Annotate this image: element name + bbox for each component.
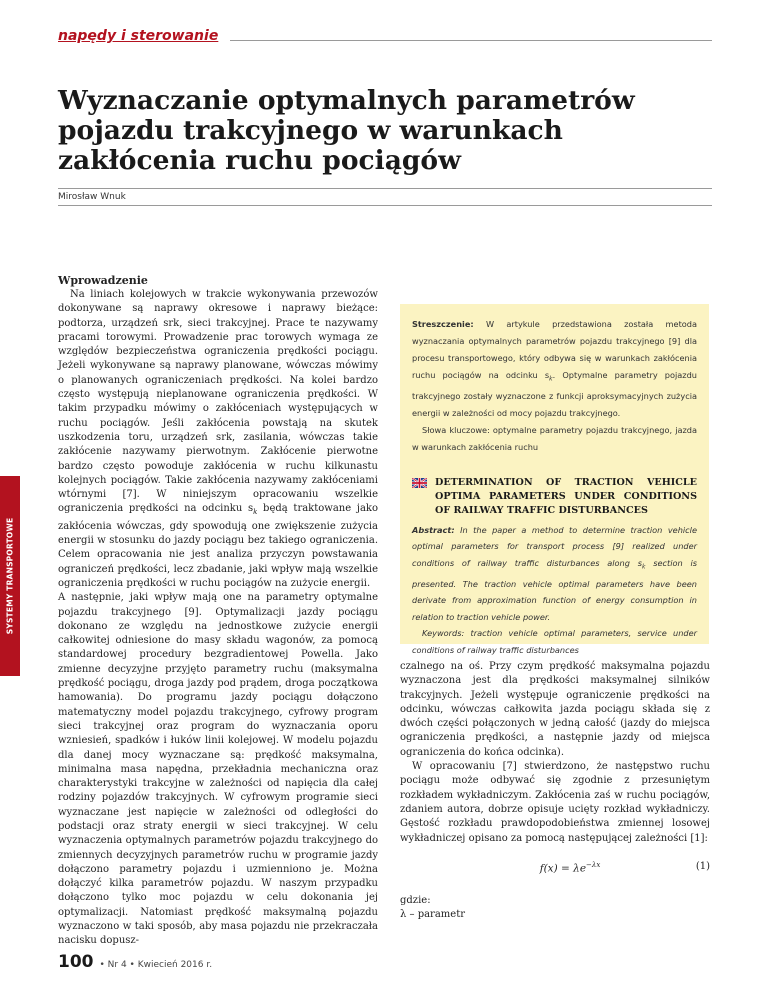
author-name: Mirosław Wnuk — [58, 192, 126, 202]
right-paragraph-2: W opracowaniu [7] stwierdzono, że następstwo ruchu pociągu może odbywać się zgodnie z przesuniętym rozkładem wykładniczym. Zakłócenia zaś w ruchu pociągów, zdaniem autora, dobrze opisuje ucięty rozkład wykładniczy. Gęstość rozkładu prawdopodobieństwa zmiennej losowej wykładniczej opisano za pomocą następującej zależności [1]: — [400, 761, 710, 844]
intro-paragraph-1: Na liniach kolejowych w trakcie wykonywania przewozów dokonywane są naprawy okresowe i naprawy bieżące: podtorza, urządzeń srk, sieci trakcyjnej. Prace te nazywamy pracami torowymi. Prowadzenie prac torowych wymaga ze względów bezpieczeństwa ograniczenia prędkości pociągu. Jeżeli wykonywane są naprawy planowane, wówczas mówimy o planowanych ograniczeniach prędkości. Na kolei bardzo często występują nieplanowane ograniczenia prędkości. W takim przypadku mówimy o zakłóceniach występujących w ruchu pociągów. Jeśli zakłócenia powstają na skutek uszkodzenia toru, urządzeń srk, zasilania, wówczas takie zakłócenie nazywamy pierwotnym. Zakłócenie pierwotne bardzo często powoduje zakłócenia w ruchu kilkunastu kolejnych pociągów. Takie zakłócenia nazywamy zakłóceniami wtórnymi [7]. W niniejszym opracowaniu wszelkie ograniczenia prędkości na odcinku $s_k$ będą traktowane jako zakłócenia wówczas, gdy spowodują one zwiększenie zużycia energii w stosunku do jazdy pociągu bez takiego ograniczenia. Celem opracowania nie jest analiza przyczyn powstawania ograniczeń prędkości, lecz zbadanie, jaki wpływ mają wszelkie ograniczenia prędkości w ruchu pociągów na zużycie energii. — [58, 289, 378, 589]
section-tag: napędy i sterowanie — [58, 28, 219, 44]
equation-1 — [400, 858, 710, 876]
abstract-pl: Streszczenie: W artykule przedstawiona została metoda wyznaczania optymalnych parametrów pojazdu trakcyjnego [9] dla procesu transportowego, który odbywa się w warunkach zakłócenia ruchu pociągów na odcinku $s_k$. Optymalne parametry pojazdu trakcyjnego zostały wyznaczone z funkcji aproksymacyjnych zużycia energii w zależności od mocy pojazdu trakcyjnego. — [412, 319, 697, 418]
author-rule — [58, 205, 712, 206]
keywords-pl: Słowa kluczowe: optymalne parametry pojazdu trakcyjnego, jazda w warunkach zakłócenia ruchu — [412, 424, 697, 452]
uk-flag-icon — [412, 478, 427, 488]
title-rule — [58, 188, 712, 189]
right-column — [400, 660, 710, 922]
equation-formula: $f(x) = \lambda e^{-\lambda x}$ — [539, 860, 601, 875]
intro-paragraph-2: A następnie, jaki wpływ mają one na parametry optymalne pojazdu trakcyjnego [9]. Optymalizacji jazdy pociągu dokonano ze względu na jednostkowe zużycie energii całkowitej odniesione do masy składu wagonów, za pomocą standardowej procedury bezgradientowej Powella. Jako zmienne decyzyjne przyjęto parametry ruchu (maksymalna prędkość pociągu, droga jazdy pod prądem, droga początkowa hamowania). Do programu jazdy pociągu dołączono matematyczny model pojazdu trakcyjnego, cyfrowy program sieci trakcyjnej oraz program do wyznaczania oporu wzniesień, spadków i łuków linii kolejowej. W modelu pojazdu dla danej mocy wyznaczane są: prędkość maksymalna, minimalna masa napędna, przekładnia mechaniczna oraz charakterystyki trakcyjne w zależności od napięcia dla całej rodziny pojazdów trakcyjnych. W cyfrowym programie sieci wyznaczane jest napięcie w zależności od odległości do podstacji oraz straty energii w sieci trakcyjnej. W celu wyznaczenia optymalnych parametrów pojazdu trakcyjnego do zmiennych decyzyjnych parametrów ruchu w programie jazdy dołączono parametry pojazdu i uzmienniono je. Można dołączyć kilka parametrów pojazdu. W naszym przypadku dołączono tylko moc pojazdu w celu dokonania jej optymalizacji. Natomiast prędkość maksymalną pojazdu wyznaczono w taki sposób, aby masa pojazdu nie przekraczała nacisku dopusz- — [58, 592, 378, 947]
keywords-en: Keywords: traction vehicle optimal parameters, service under conditions of railway traffic disturbances — [412, 628, 697, 655]
page-footer — [58, 952, 212, 972]
issue-info: • Nr 4 • Kwiecień 2016 r. — [99, 960, 213, 970]
abstract-en: Abstract: In the paper a method to determine traction vehicle optimal parameters for transport process [9] realized under conditions of railway traffic disturbances along $s_k$ section is presented. The traction vehicle optimal parameters have been derivate from approximation function of energy consumption in relation to traction vehicle power. — [412, 524, 697, 622]
intro-heading: Wprowadzenie — [58, 274, 148, 287]
equation-number: (1) — [695, 860, 710, 872]
side-category-tab — [0, 476, 20, 676]
abstract-box — [400, 304, 709, 655]
article-title: Wyznaczanie optymalnych parametrów pojazdu trakcyjnego w warunkach zakłócenia ruchu pociągów — [58, 85, 635, 176]
left-column — [58, 274, 378, 949]
side-category-label: SYSTEMY TRANSPORTOWE — [5, 517, 15, 635]
where-label: gdzie: — [400, 894, 431, 906]
lambda-definition: λ – parametr — [400, 908, 465, 920]
header-rule — [230, 40, 712, 41]
right-paragraph-1: czalnego na oś. Przy czym prędkość maksymalna pojazdu wyznaczona jest dla prędkości maksymalnej silników trakcyjnych. Jeżeli występuje ograniczenie prędkości na odcinku, wówczas całkowita jazda pociągu składa się z dwóch części połączonych w jedną całość (jazdy do miejsca ograniczenia prędkości, a następnie jazdy od miejsca ograniczenia do końca odcinka). — [400, 661, 710, 758]
english-title: DETERMINATION OF TRACTION VEHICLE OPTIMA PARAMETERS UNDER CONDITIONS OF RAILWAY TRAFFIC DISTURBANCES — [412, 476, 697, 518]
page-number: 100 — [58, 952, 94, 972]
